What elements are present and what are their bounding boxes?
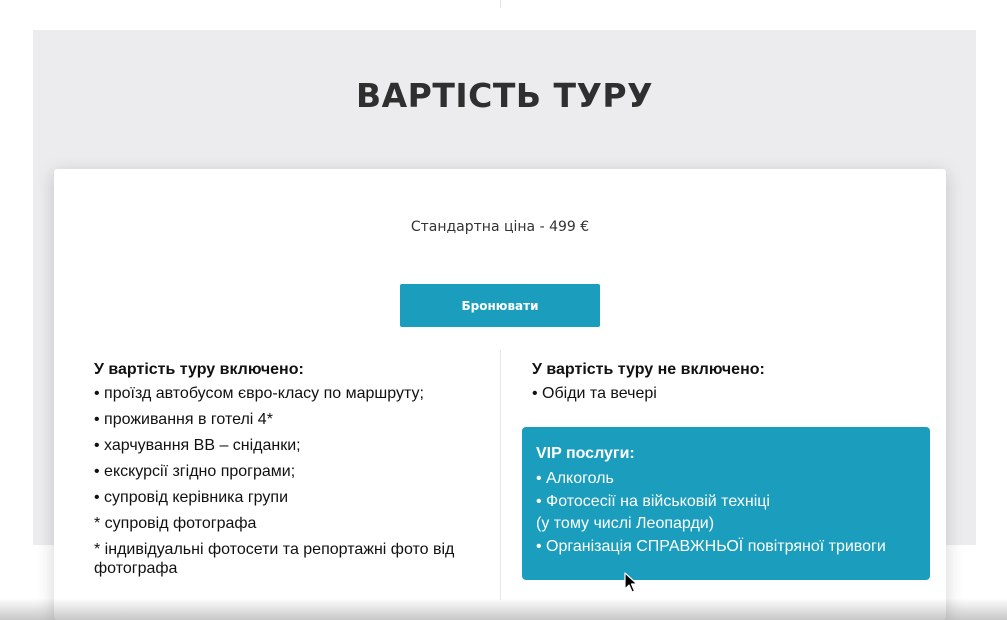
- vip-item: • Організація СПРАВЖНЬОЇ повітряної тривоги: [536, 538, 886, 555]
- excluded-list: [532, 384, 932, 403]
- included-item: • харчування BB – сніданки;: [94, 437, 301, 454]
- vip-title: VIP послуги:: [536, 445, 635, 462]
- book-button[interactable]: Бронювати: [400, 284, 600, 327]
- excluded-heading: У вартість туру не включено:: [532, 361, 765, 378]
- standard-price: Стандартна ціна - 499 €: [410, 219, 590, 235]
- included-item: • екскурсії згідно програми;: [94, 463, 296, 480]
- price-card: [54, 169, 946, 620]
- included-heading: У вартість туру включено:: [94, 361, 304, 378]
- included-item: • проїзд автобусом євро-класу по маршруту;: [94, 385, 424, 402]
- bottom-shadow: [0, 598, 1007, 620]
- top-divider: [500, 0, 501, 8]
- included-item: * індивідуальні фотосети та репортажні фото від фотографа: [94, 541, 455, 577]
- column-divider: [500, 350, 501, 600]
- included-item: * супровід фотографа: [94, 515, 257, 532]
- included-item: • проживання в готелі 4*: [94, 411, 273, 428]
- vip-item-text: • Фотосесії на військовій техніці: [536, 493, 770, 510]
- excluded-column: [532, 360, 932, 410]
- included-column: [94, 360, 484, 585]
- section-title: ВАРТІСТЬ ТУРУ: [355, 76, 654, 115]
- vip-item: [536, 491, 916, 535]
- vip-services-box: [522, 427, 930, 580]
- included-list: [94, 384, 484, 578]
- vip-list: [536, 468, 916, 558]
- mouse-pointer-icon: [624, 572, 638, 594]
- vip-item: • Алкоголь: [536, 470, 614, 487]
- included-item: • супровід керівника групи: [94, 489, 288, 506]
- vip-item-subtext: (у тому числі Леопарди): [536, 515, 715, 532]
- excluded-item: • Обіди та вечері: [532, 385, 657, 402]
